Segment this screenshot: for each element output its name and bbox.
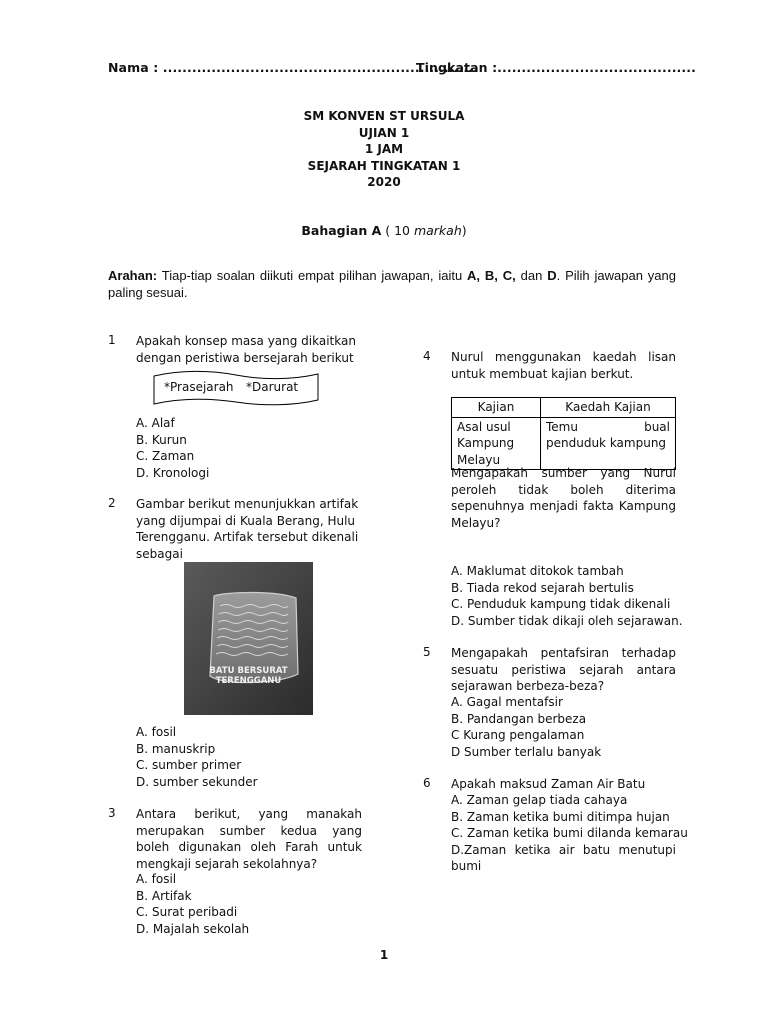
option-letter-b: B, [484, 268, 498, 283]
exam-name: UJIAN 1 [358, 125, 410, 140]
section-label: Bahagian A [301, 223, 382, 238]
banner-term-emergency: *Darurat [246, 380, 299, 394]
question-6-option-b[interactable]: B. Zaman ketika bumi ditimpa hujan [451, 809, 670, 824]
question-3-option-c[interactable]: C. Surat peribadi [136, 905, 238, 919]
option-letter-c: C, [502, 268, 516, 283]
option-letter-d: D [547, 268, 557, 283]
instructions-text-2: . Pilih jawapan yang paling sesuai. [108, 268, 676, 300]
research-method-table [451, 397, 676, 470]
question-5-option-d[interactable]: D Sumber terlalu banyak [451, 744, 602, 759]
section-marks-word: markah [413, 223, 462, 238]
stone-caption-line-1: BATU BERSURAT [209, 666, 288, 676]
question-4-option-b[interactable]: B. Tiada rekod sejarah bertulis [451, 580, 634, 595]
question-3-option-d[interactable]: D. Majalah sekolah [136, 921, 250, 936]
section-heading [0, 223, 768, 238]
table-header-kaedah: Kaedah Kajian [541, 398, 676, 418]
table-header-kajian: Kajian [452, 398, 541, 418]
question-1-options [136, 415, 209, 481]
instructions [108, 268, 676, 301]
question-6-option-a[interactable]: A. Zaman gelap tiada cahaya [451, 793, 628, 807]
question-2-number: 2 [108, 496, 116, 510]
question-4-option-a[interactable]: A. Maklumat ditokok tambah [451, 564, 624, 578]
exam-duration: 1 JAM [364, 142, 404, 156]
question-6-options [451, 792, 688, 875]
question-5-option-a[interactable]: A. Gagal mentafsir [451, 695, 563, 709]
question-4-option-d[interactable]: D. Sumber tidak dikaji oleh sejarawan. [451, 613, 683, 628]
question-3-text: Antara berikut, yang manakah merupakan sumber kedua yang boleh digunakan oleh Farah untuk mengkaji sejarah sekolahnya? [136, 807, 362, 871]
table-cell-kaedah: Temu bual penduduk kampung [541, 417, 676, 470]
question-5-number: 5 [423, 645, 431, 659]
banner-term-prehistory: *Prasejarah [164, 380, 234, 394]
table-cell-kajian: Asal usul Kampung Melayu [452, 417, 541, 470]
page-number: 1 [379, 948, 389, 962]
table-header-row [452, 398, 676, 418]
question-5-option-c[interactable]: C Kurang pengalaman [451, 728, 585, 742]
exam-year: 2020 [367, 175, 401, 189]
stone-caption [184, 666, 313, 686]
question-3-option-a[interactable]: A. fosil [136, 872, 177, 886]
exam-title-block [0, 108, 768, 191]
section-marks-open: ( 10 [381, 223, 414, 238]
exam-subject: SEJARAH TINGKATAN 1 [307, 158, 461, 173]
name-field[interactable]: Nama : ................................................................. [108, 60, 478, 75]
question-6-text: Apakah maksud Zaman Air Batu [451, 777, 646, 791]
question-2-option-d[interactable]: D. sumber sekunder [136, 774, 258, 789]
question-4-followup: Mengapakah sumber yang Nurul peroleh tidak boleh diterima sepenuhnya menjadi fakta Kampung Melayu? [451, 466, 676, 530]
question-5-options [451, 694, 601, 760]
option-letter-a: A, [467, 268, 481, 283]
batu-bersurat-photo [184, 562, 313, 715]
question-3-option-b[interactable]: B. Artifak [136, 888, 192, 903]
section-marks-close: ) [461, 223, 467, 238]
question-4-options [451, 563, 683, 629]
question-6-number: 6 [423, 776, 431, 790]
question-5-option-b[interactable]: B. Pandangan berbeza [451, 711, 587, 726]
instructions-and: dan [515, 268, 548, 283]
question-1-option-d[interactable]: D. Kronologi [136, 465, 210, 480]
question-6-option-d[interactable]: D.Zaman ketika air batu menutupi bumi [451, 842, 676, 873]
question-2-option-b[interactable]: B. manuskrip [136, 741, 216, 756]
question-5-text: Mengapakah pentafsiran terhadap sesuatu peristiwa sejarah antara sejarawan berbeza-beza? [451, 646, 676, 693]
instructions-label: Arahan: [108, 268, 158, 283]
question-1-option-a[interactable]: A. Alaf [136, 416, 175, 430]
table-row [452, 417, 676, 470]
question-3-number: 3 [108, 806, 116, 820]
question-2-option-a[interactable]: A. fosil [136, 725, 177, 739]
question-2-options [136, 724, 258, 790]
question-1-option-b[interactable]: B. Kurun [136, 432, 187, 447]
question-4-text: Nurul menggunakan kaedah lisan untuk membuat kajian berkut. [451, 350, 676, 381]
question-4-option-c[interactable]: C. Penduduk kampung tidak dikenali [451, 597, 671, 611]
school-name: SM KONVEN ST URSULA [303, 109, 465, 123]
stone-caption-line-2: TERENGGANU [215, 676, 282, 686]
question-1-number: 1 [108, 333, 116, 347]
question-2-option-c[interactable]: C. sumber primer [136, 758, 242, 772]
question-4-number: 4 [423, 349, 431, 363]
question-2-text: Gambar berikut menunjukkan artifak yang dijumpai di Kuala Berang, Hulu Terengganu. Artifak tersebut dikenali sebagai [136, 497, 359, 561]
form-level-field[interactable]: Tingkatan :......................................... [416, 60, 696, 75]
question-1-option-c[interactable]: C. Zaman [136, 449, 195, 463]
inscribed-stone-image [184, 562, 313, 715]
question-3-options [136, 871, 249, 937]
question-6-option-c[interactable]: C. Zaman ketika bumi dilanda kemarau [451, 826, 688, 840]
question-1-text: Apakah konsep masa yang dikaitkan dengan peristiwa bersejarah berikut [136, 334, 356, 365]
instructions-text-1: Tiap-tiap soalan diikuti empat pilihan jawapan, iaitu [157, 268, 468, 283]
